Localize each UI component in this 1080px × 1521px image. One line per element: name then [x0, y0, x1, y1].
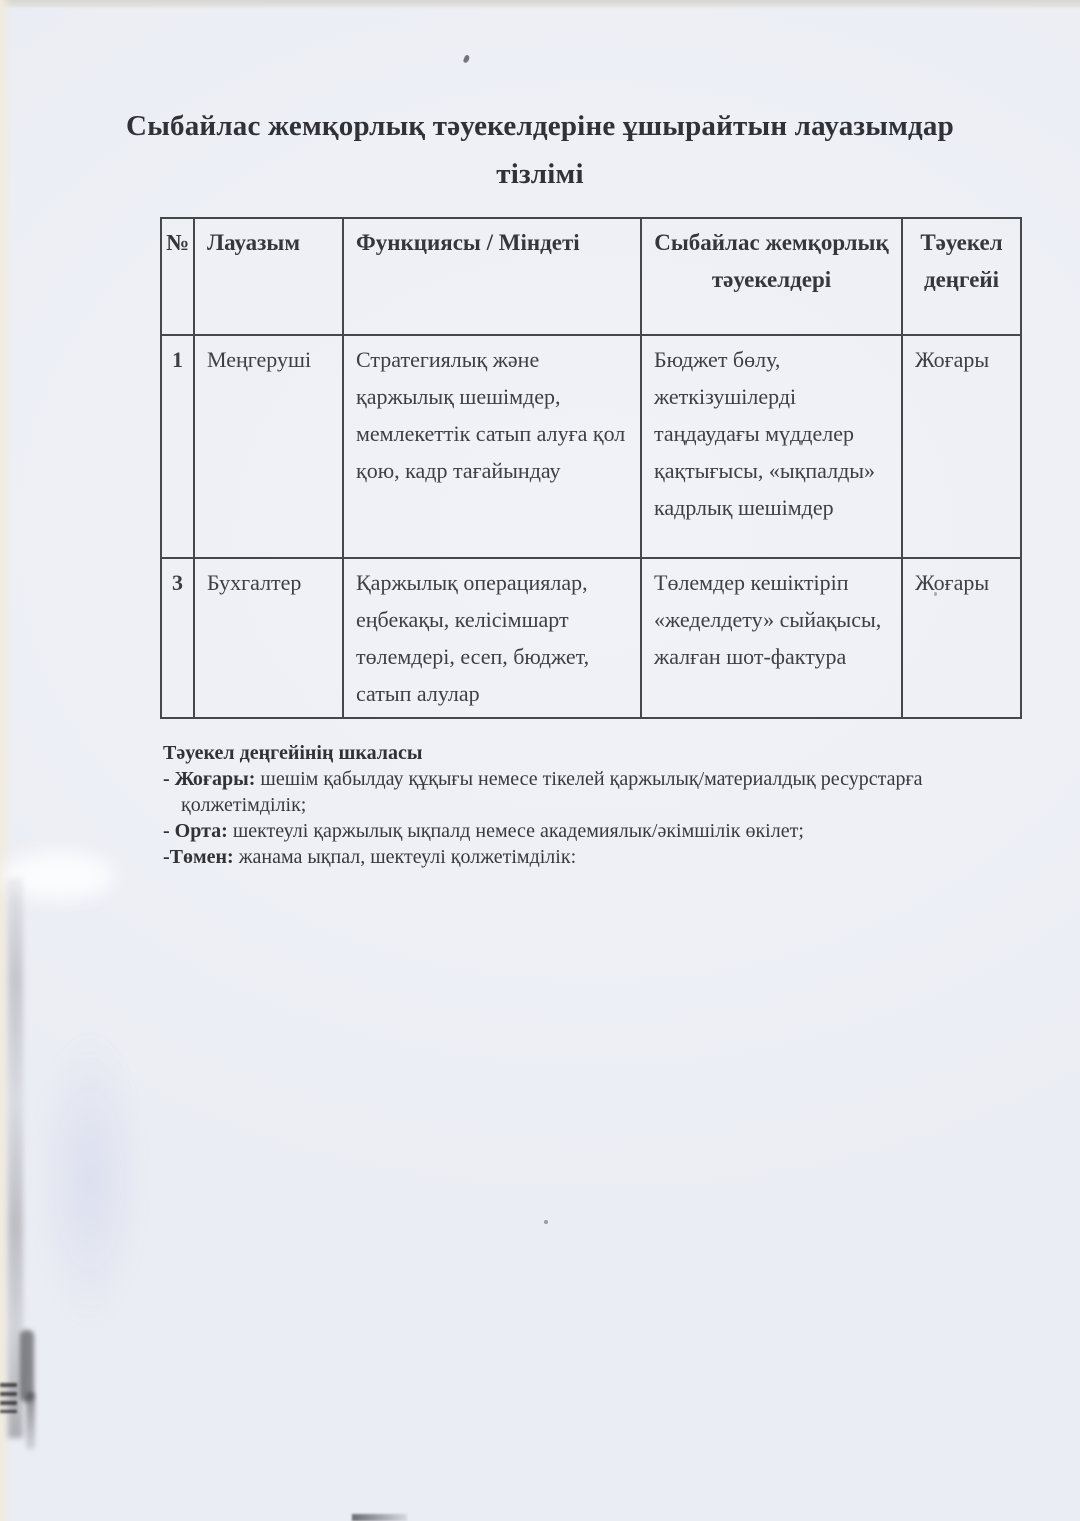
legend-item-low-text: жанама ықпал, шектеулі қолжетімділік:: [238, 846, 577, 868]
row-position: Бухгалтер: [194, 558, 343, 718]
legend-item-medium-label: - Орта:: [163, 820, 228, 842]
row-number: 3: [161, 558, 194, 718]
legend-item-high-text: шешім қабылдау құқығы немесе тікелей қаржылық/материалдық ресурстарға: [260, 768, 923, 790]
header-risks: Сыбайлас жемқорлық тәуекелдері: [641, 218, 902, 335]
scan-smudge-drip: [26, 1392, 35, 1450]
table-row: [161, 335, 1021, 558]
row-risk-level: Жоғары: [902, 335, 1021, 558]
scan-speck-middle: [544, 1220, 548, 1224]
legend-item-high-label: - Жоғары:: [163, 768, 256, 790]
row-function: Стратегиялық және қаржылық шешімдер, мемлекеттік сатып алуға қол қою, кадр тағайындау: [343, 335, 641, 558]
scan-top-edge-band: [0, 0, 1080, 9]
header-number: №: [161, 218, 194, 335]
document-title: [90, 102, 990, 198]
row-number: 1: [161, 335, 194, 558]
corruption-risk-table: [160, 217, 1022, 719]
legend-title: Тәуекел деңгейінің шкаласы: [163, 742, 423, 764]
legend-item-medium: [163, 818, 1021, 844]
legend-item-high-continuation: қолжетімділік;: [181, 794, 307, 816]
scan-smudge-dashes: [0, 1383, 17, 1413]
legend-item-low-label: -Төмен:: [163, 846, 234, 868]
document-title-line1: Сыбайлас жемқорлық тәуекелдеріне ұшырайтын лауазымдар: [126, 110, 954, 142]
row-position: Меңгеруші: [194, 335, 343, 558]
row-risks: Төлемдер кешіктіріп «жеделдету» сыйақысы, жалған шот-фактура: [641, 558, 902, 718]
header-position: Лауазым: [194, 218, 343, 335]
header-risk-level: Тәуекел деңгейі: [902, 218, 1021, 335]
document-title-line2: тізлімі: [496, 158, 584, 190]
table-header-row: [161, 218, 1021, 335]
risk-scale-legend: [163, 740, 1021, 870]
row-risks: Бюджет бөлу, жеткізушілерді таңдаудағы мүдделер қақтығысы, «ықпалды» кадрлық шешімдер: [641, 335, 902, 558]
scan-speck-top: [463, 54, 471, 63]
table-row: [161, 558, 1021, 718]
legend-item-high: [163, 766, 1021, 818]
row-function: Қаржылық операциялар, еңбекақы, келісімшарт төлемдері, есеп, бюджет, сатып алулар: [343, 558, 641, 718]
legend-item-low: [163, 844, 1021, 870]
scan-blue-stain: [32, 1030, 147, 1330]
row-risk-level: Жоғары: [902, 558, 1021, 718]
scan-bottom-mark: [352, 1514, 407, 1521]
legend-item-medium-text: шектеулі қаржылық ықпалд немесе академиялык/әкімшілік өкілет;: [232, 820, 804, 842]
header-function: Функциясы / Міндеті: [343, 218, 641, 335]
